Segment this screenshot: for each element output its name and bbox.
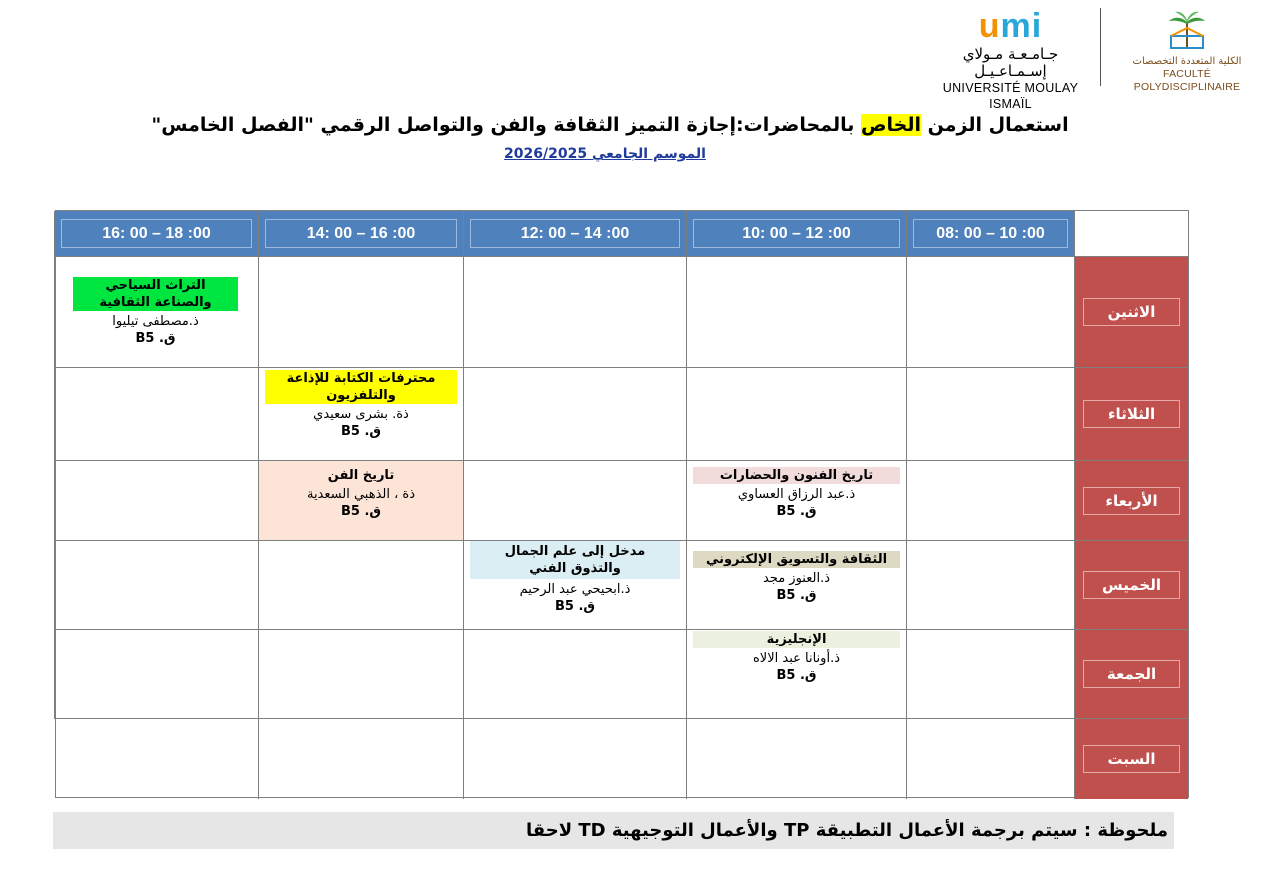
time-slot-10-12 xyxy=(686,211,906,257)
course-slot xyxy=(463,541,686,630)
slot-empty xyxy=(54,541,258,630)
course-professor: ذ.عبد الرزاق العساوي xyxy=(737,487,856,502)
day-cell xyxy=(1074,368,1188,461)
university-name-ar: جـامـعـة مـولاي إسـمـاعـيـل xyxy=(962,45,1059,80)
day-row-wednesday xyxy=(56,461,1188,541)
slot-empty xyxy=(686,368,906,461)
day-row-friday xyxy=(56,630,1188,719)
faculty-name-ar: الكلية المتعددة التخصصات xyxy=(1132,56,1242,67)
course-block xyxy=(73,277,238,347)
day-label: الخميس xyxy=(1083,571,1180,599)
header-row xyxy=(56,211,1188,257)
time-slot-label: 14: 00 – 16 :00 xyxy=(265,219,457,248)
slot-empty xyxy=(54,719,258,799)
course-professor: ذ.أونانا عبد الالاه xyxy=(753,651,840,666)
day-cell xyxy=(1074,541,1188,630)
course-professor: ذ.العنوز مجد xyxy=(763,571,830,586)
course-slot xyxy=(258,368,463,461)
slot-empty xyxy=(54,368,258,461)
course-block xyxy=(265,467,457,520)
title-part-1: استعمال الزمن xyxy=(921,114,1069,136)
day-row-monday xyxy=(56,257,1188,368)
course-block xyxy=(470,541,680,615)
slot-empty xyxy=(258,719,463,799)
course-block xyxy=(693,631,900,684)
course-slot xyxy=(258,461,463,541)
faculty-logo xyxy=(1116,6,1258,93)
course-block xyxy=(693,467,900,520)
slot-empty xyxy=(906,257,1074,368)
page-title xyxy=(140,110,1080,140)
slot-empty xyxy=(463,630,686,719)
day-cell xyxy=(1074,257,1188,368)
slot-empty xyxy=(686,719,906,799)
university-name-fr: UNIVERSITÉ MOULAY ISMAÏL xyxy=(942,81,1079,111)
day-row-thursday xyxy=(56,541,1188,630)
slot-empty xyxy=(463,368,686,461)
slot-empty xyxy=(463,257,686,368)
course-room: ق. B5 xyxy=(340,424,382,439)
academic-season: الموسم الجامعي 2026/2025 xyxy=(504,146,706,162)
umi-logo xyxy=(928,6,1093,111)
course-room: ق. B5 xyxy=(776,504,817,519)
time-slot-label: 16: 00 – 18 :00 xyxy=(61,219,252,248)
course-professor: ذة ، الذهبي السعدية xyxy=(306,487,416,502)
course-slot xyxy=(54,257,258,368)
logo-divider xyxy=(1100,8,1101,86)
title-highlight: الخاص xyxy=(860,114,922,136)
slot-empty xyxy=(906,719,1074,799)
course-slot xyxy=(686,461,906,541)
course-room: ق. B5 xyxy=(135,331,176,346)
day-label: الجمعة xyxy=(1083,660,1180,688)
slot-empty xyxy=(906,368,1074,461)
course-professor: ذ.ابحيحي عبد الرحيم xyxy=(519,582,631,597)
course-slot xyxy=(686,630,906,719)
course-name: محترفات الكتابة للإذاعة والتلفزيون xyxy=(265,370,457,404)
course-room: ق. B5 xyxy=(340,504,382,519)
course-block xyxy=(265,370,457,440)
slot-empty xyxy=(906,541,1074,630)
slot-empty xyxy=(258,257,463,368)
time-slot-12-14 xyxy=(463,211,686,257)
day-row-saturday xyxy=(56,719,1188,799)
header-logos xyxy=(928,6,1258,111)
faculty-emblem-icon xyxy=(1159,8,1215,52)
course-professor: ذ.مصطفى تيليوا xyxy=(112,314,199,329)
course-slot xyxy=(686,541,906,630)
slot-empty xyxy=(906,630,1074,719)
course-name: التراث السياحي والصناعة الثقافية xyxy=(73,277,238,311)
day-label: الأربعاء xyxy=(1083,487,1180,515)
title-part-2: بالمحاضرات:إجازة التميز الثقافة والفن والتواصل الرقمي "الفصل الخامس" xyxy=(151,114,861,136)
day-label: الاثنين xyxy=(1083,298,1180,326)
time-slot-16-18 xyxy=(54,211,258,257)
course-room: ق. B5 xyxy=(776,588,817,603)
day-row-tuesday xyxy=(56,368,1188,461)
time-slot-label: 12: 00 – 14 :00 xyxy=(470,219,680,248)
schedule-note: ملحوظة : سيتم برجمة الأعمال التطبيقة TP والأعمال التوجيهية TD لاحقا xyxy=(53,812,1174,849)
course-name: تاريخ الفن xyxy=(327,468,395,483)
faculty-name-fr: FACULTÉ POLYDISCIPLINAIRE xyxy=(1133,68,1241,93)
day-cell xyxy=(1074,719,1188,799)
time-slot-14-16 xyxy=(258,211,463,257)
day-label: السبت xyxy=(1083,745,1180,773)
slot-empty xyxy=(258,630,463,719)
corner-cell xyxy=(1074,211,1188,257)
time-slot-label: 08: 00 – 10 :00 xyxy=(913,219,1068,248)
slot-empty xyxy=(906,461,1074,541)
slot-empty xyxy=(258,541,463,630)
course-professor: ذة. بشرى سعيدي xyxy=(313,407,409,422)
course-room: ق. B5 xyxy=(554,599,596,614)
slot-empty xyxy=(463,461,686,541)
course-name: الإنجليزية xyxy=(693,631,900,648)
course-name: مدخل إلى علم الجمال والتذوق الفني xyxy=(470,541,680,579)
umi-logo-mark: umi xyxy=(978,7,1043,45)
time-slot-08-10 xyxy=(906,211,1074,257)
course-name: الثقافة والتسويق الإلكتروني xyxy=(693,551,900,568)
slot-empty xyxy=(463,719,686,799)
course-room: ق. B5 xyxy=(776,668,817,683)
day-label: الثلاثاء xyxy=(1083,400,1180,428)
day-cell xyxy=(1074,630,1188,719)
schedule-table xyxy=(55,210,1189,798)
course-name: تاريخ الفنون والحضارات xyxy=(693,467,900,484)
slot-empty xyxy=(54,630,258,719)
slot-empty xyxy=(54,461,258,541)
slot-empty xyxy=(686,257,906,368)
day-cell xyxy=(1074,461,1188,541)
course-block xyxy=(693,551,900,604)
time-slot-label: 10: 00 – 12 :00 xyxy=(693,219,900,248)
